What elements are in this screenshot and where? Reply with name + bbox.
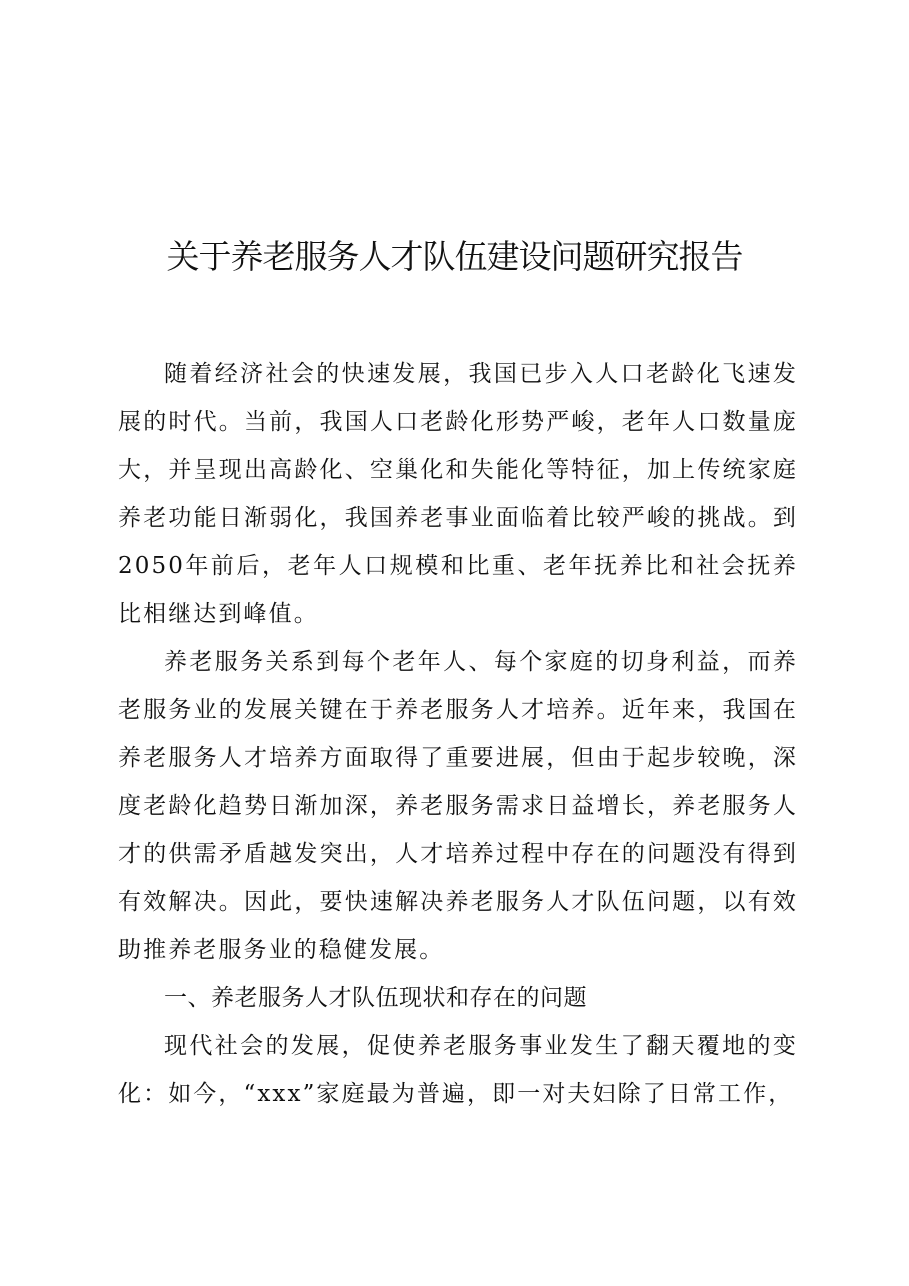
section-heading: 一、养老服务人才队伍现状和存在的问题 — [164, 985, 587, 1011]
paragraph-2: 养老服务关系到每个老年人、每个家庭的切身利益，而养老服务业的发展关键在于养老服务人才培养。近年来，我国在养老服务人才培养方面取得了重要进展，但由于起步较晚，深度老龄化趋势日渐加深，养老服务需求日益增长，养老服务人才的供需矛盾越发突出，人才培养过程中存在的问题没有得到有效解决。因此，要快速解决养老服务人才队伍问题，以有效助推养老服务业的稳健发展。 — [118, 649, 798, 963]
document-body — [118, 350, 798, 1118]
document-title: 关于养老服务人才队伍建设问题研究报告 — [166, 237, 743, 276]
paragraph-1: 随着经济社会的快速发展，我国已步入人口老龄化飞速发展的时代。当前，我国人口老龄化形势严峻，老年人口数量庞大，并呈现出高龄化、空巢化和失能化等特征，加上传统家庭养老功能日渐弱化，我国养老事业面临着比较严峻的挑战。到2050年前后，老年人口规模和比重、老年抚养比和社会抚养比相继达到峰值。 — [118, 361, 798, 627]
paragraph-3: 现代社会的发展，促使养老服务事业发生了翻天覆地的变化：如今，“xxx”家庭最为普遍，即一对夫妇除了日常工作， — [118, 1033, 798, 1107]
